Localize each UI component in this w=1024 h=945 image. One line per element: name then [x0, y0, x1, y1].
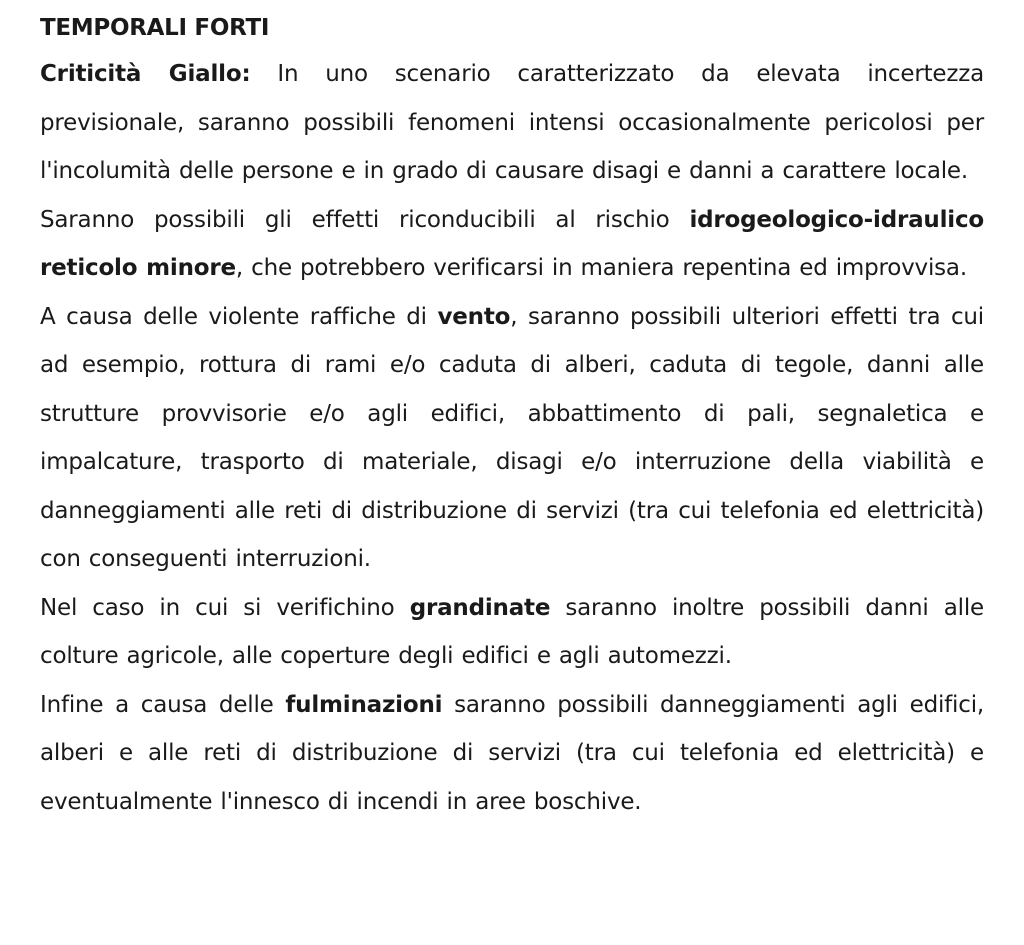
idro-text-after: , che potrebbero verificarsi in maniera repentina ed improvvisa. [235, 255, 967, 281]
vento-text-before: A causa delle violente raffiche di [40, 303, 438, 330]
grandinate-bold: grandinate [409, 594, 551, 621]
criticita-label: Criticità Giallo: [40, 61, 251, 87]
grandinate-text-after: saranno inoltre possibili danni alle colture agricole, alle coperture degli edifici e agli automezzi. [40, 594, 984, 669]
idro-text-before: Saranno possibili gli effetti riconducibili al rischio [40, 206, 690, 233]
fulminazioni-bold: fulminazioni [285, 691, 443, 718]
paragraph-idrogeologico [40, 196, 984, 293]
vento-text-after: , saranno possibili ulteriori effetti tra cui ad esempio, rottura di rami e/o caduta di alberi, caduta di tegole, danni alle strutture provvisorie e/o agli edifici, abbattimento di pali, segnaletica e impalcature, trasporto di materiale, disagi e/o interruzione della viabilità e danneggiamenti alle reti di distribuzione di servizi (tra cui telefonia ed elettricità) con conseguenti interruzioni. [40, 303, 984, 572]
fulminazioni-text-before: Infine a causa delle [40, 691, 286, 718]
document-title: TEMPORALI FORTI [40, 15, 270, 41]
paragraph-fulminazioni [40, 681, 984, 827]
criticita-text: In uno scenario caratterizzato da elevata incertezza previsionale, saranno possibili fenomeni intensi occasionalmente pericolosi per l'incolumità delle persone e in grado di causare disagi e danni a carattere locale. [40, 61, 984, 184]
paragraph-grandinate [40, 584, 984, 681]
paragraph-vento [40, 293, 984, 584]
idro-bold: idrogeologico-idraulico reticolo minore [40, 206, 984, 281]
vento-bold: vento [437, 303, 511, 330]
fulminazioni-text-after: saranno possibili danneggiamenti agli edifici, alberi e alle reti di distribuzione di servizi (tra cui telefonia ed elettricità) e eventualmente l'innesco di incendi in aree boschive. [40, 691, 984, 815]
grandinate-text-before: Nel caso in cui si verifichino [40, 594, 410, 621]
paragraph-criticita [40, 50, 984, 196]
